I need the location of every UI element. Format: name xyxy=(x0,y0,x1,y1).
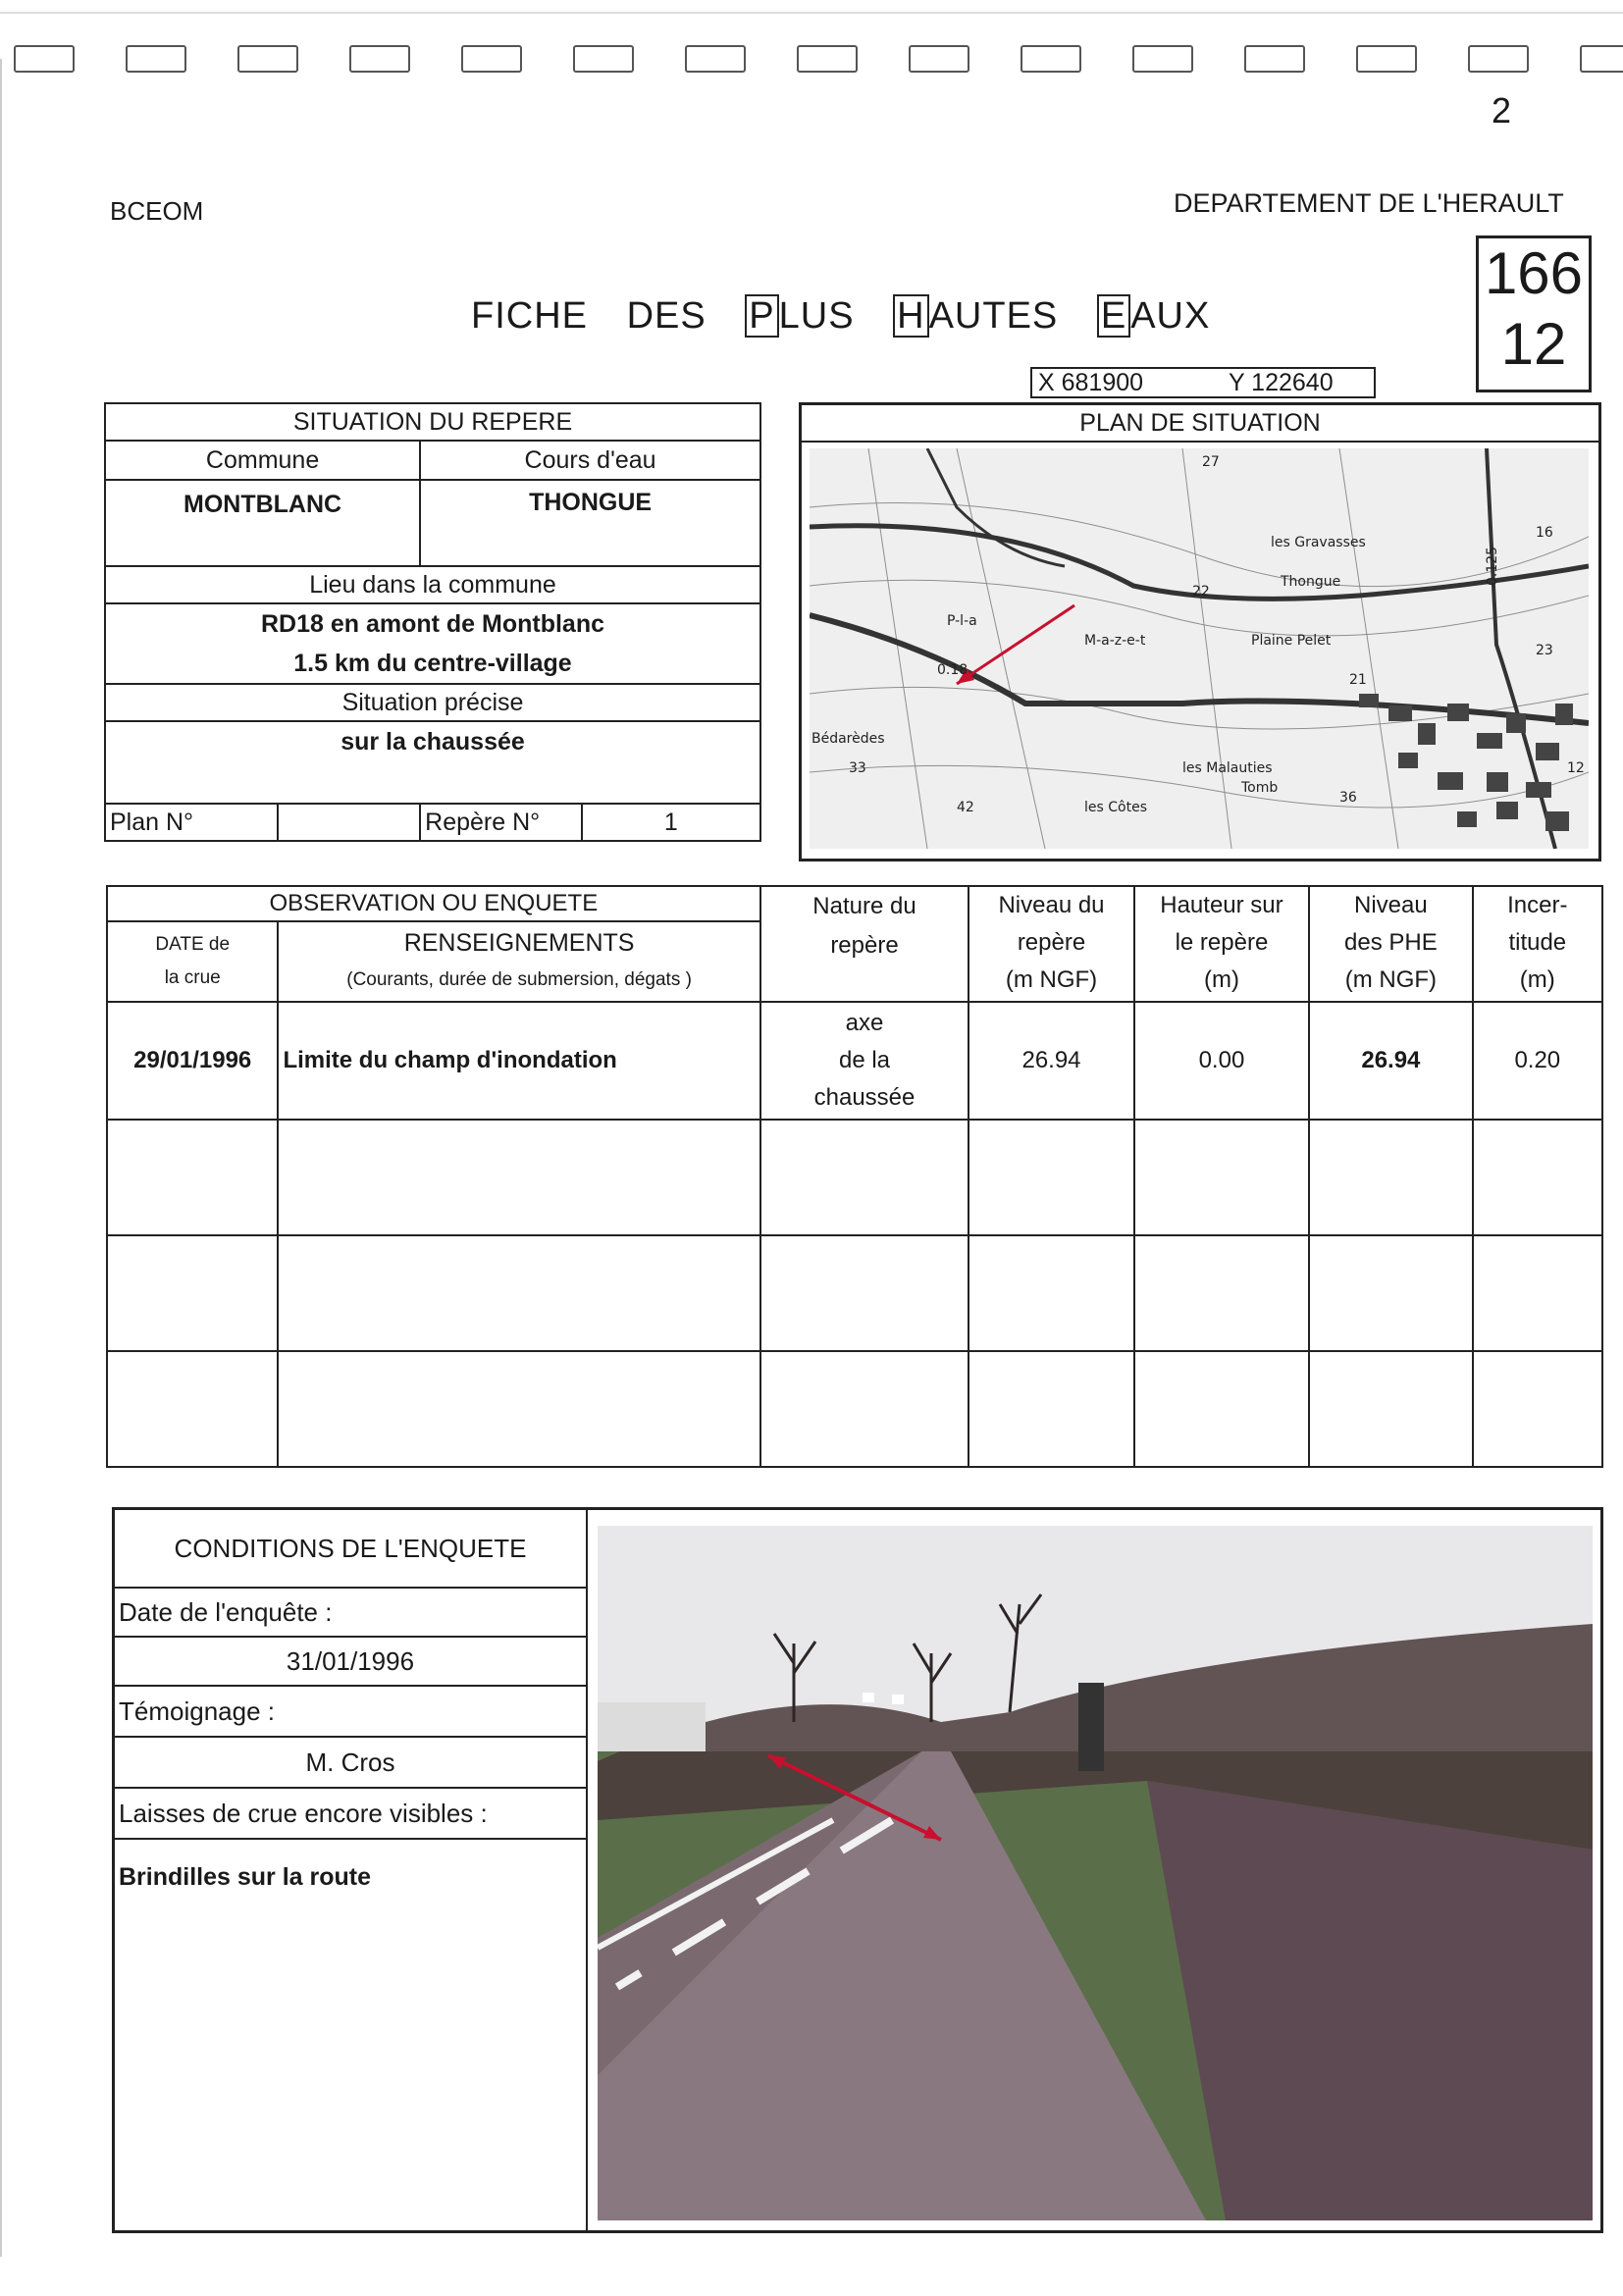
col-date-header xyxy=(107,921,278,1002)
lieu-line: RD18 en amont de Montblanc xyxy=(260,610,605,638)
cell-text: axe xyxy=(845,1010,884,1036)
lieu-label: Lieu dans la commune xyxy=(105,566,760,603)
site-photo xyxy=(598,1526,1593,2220)
repere-number-label: Repère N° xyxy=(420,804,582,841)
map-label: P-l-a xyxy=(947,613,977,629)
map-label: les Côtes xyxy=(1084,800,1147,815)
map-label: Plaine Pelet xyxy=(1251,633,1332,649)
col-hauteur-header xyxy=(1134,886,1309,1002)
conditions-fields xyxy=(115,1510,588,2230)
parked-car xyxy=(598,1702,706,1751)
col-phe-header xyxy=(1309,886,1472,1002)
commune-value: MONTBLANC xyxy=(105,480,420,566)
lieu-value xyxy=(105,603,760,684)
precise-label: Situation précise xyxy=(105,684,760,721)
lieu-line: 1.5 km du centre-village xyxy=(293,650,572,677)
situation-map-heading: PLAN DE SITUATION xyxy=(802,405,1598,443)
map-label: Tomb xyxy=(1241,780,1279,796)
page-edge-left xyxy=(0,59,2,2257)
crue-date: 29/01/1996 xyxy=(107,1002,278,1120)
header-text: repère xyxy=(1017,929,1086,956)
header-text: (m) xyxy=(1203,966,1239,993)
hauteur-value: 0.00 xyxy=(1134,1002,1309,1120)
header-text: des PHE xyxy=(1344,929,1438,956)
laisses-value: Brindilles sur la route xyxy=(119,1863,372,1891)
precise-value: sur la chaussée xyxy=(105,721,760,804)
record-id-number: 166 xyxy=(1484,240,1584,306)
temoignage-label: Témoignage : xyxy=(115,1687,586,1738)
map-label: 27 xyxy=(1202,454,1220,470)
table-row-empty xyxy=(107,1351,1602,1467)
cours-label: Cours d'eau xyxy=(420,441,760,480)
col-renseignements-header xyxy=(278,921,759,1002)
map-label: 12 xyxy=(1567,760,1585,776)
record-id-sub: 12 xyxy=(1500,311,1567,377)
coord-x: X 681900 xyxy=(1038,369,1144,396)
col-niveau-header xyxy=(969,886,1133,1002)
topographic-map xyxy=(810,448,1589,849)
header-text: titude xyxy=(1508,929,1567,956)
map-label: 22 xyxy=(1192,584,1210,600)
header-text: (m NGF) xyxy=(1344,966,1438,993)
map-label: 33 xyxy=(849,760,866,776)
col-incertitude-header xyxy=(1473,886,1602,1002)
header-text: la crue xyxy=(164,967,221,988)
plan-number-label: Plan N° xyxy=(105,804,278,841)
nature-value xyxy=(760,1002,969,1120)
header-text: DATE de xyxy=(155,934,231,955)
niveau-value: 26.94 xyxy=(969,1002,1133,1120)
page-edge xyxy=(0,12,1623,14)
laisses-label: Laisses de crue encore visibles : xyxy=(115,1789,586,1840)
commune-label: Commune xyxy=(105,441,420,480)
page-number: 2 xyxy=(1492,90,1512,130)
header-text: Incer- xyxy=(1507,892,1568,918)
incertitude-value: 0.20 xyxy=(1473,1002,1602,1120)
binding-holes xyxy=(0,45,1623,71)
header-text: (m NGF) xyxy=(1005,966,1098,993)
header-text: (m) xyxy=(1519,966,1555,993)
header-text: Hauteur sur xyxy=(1160,892,1283,918)
map-label: 0.125 xyxy=(1485,546,1500,586)
title-initial-box: H xyxy=(893,294,928,338)
cell-text: de la xyxy=(838,1047,891,1073)
situation-table xyxy=(104,402,761,842)
map-label: 16 xyxy=(1536,525,1553,541)
record-id-box xyxy=(1476,235,1592,392)
header-text: repère xyxy=(830,932,899,959)
map-label: 42 xyxy=(957,800,974,815)
form-title xyxy=(471,294,1210,338)
organization-name: BCEOM xyxy=(110,196,204,226)
map-label: Thongue xyxy=(1281,574,1341,590)
phe-value: 26.94 xyxy=(1309,1002,1472,1120)
situation-heading: SITUATION DU REPERE xyxy=(105,403,760,441)
map-label: M-a-z-e-t xyxy=(1084,633,1146,649)
map-label: Bédarèdes xyxy=(812,731,885,747)
header-text: RENSEIGNEMENTS xyxy=(403,929,635,957)
map-label: les Gravasses xyxy=(1271,535,1366,550)
situation-map-panel xyxy=(799,402,1601,861)
header-text: (Courants, durée de submersion, dégats ) xyxy=(346,969,692,990)
header-text: le repère xyxy=(1175,929,1269,956)
col-nature-header xyxy=(760,886,969,1002)
map-label: 21 xyxy=(1349,672,1367,688)
title-word: FICHE xyxy=(471,295,588,337)
map-label: les Malauties xyxy=(1182,760,1273,776)
title-word: AUX xyxy=(1130,295,1211,337)
observation-heading: OBSERVATION OU ENQUETE xyxy=(107,886,760,921)
map-label: 0.18 xyxy=(937,662,969,678)
header-text: Nature du xyxy=(812,893,916,919)
table-row-empty xyxy=(107,1235,1602,1351)
map-label: 36 xyxy=(1339,790,1357,806)
title-word: LUS xyxy=(778,295,855,337)
conditions-heading: CONDITIONS DE L'ENQUETE xyxy=(115,1510,586,1589)
enquete-date-label: Date de l'enquête : xyxy=(115,1589,586,1638)
table-row xyxy=(107,1002,1602,1120)
title-word: AUTES xyxy=(928,295,1059,337)
coord-y: Y 122640 xyxy=(1229,369,1334,396)
renseignements-value: Limite du champ d'inondation xyxy=(278,1002,759,1120)
header-text: Niveau du xyxy=(998,892,1105,918)
temoignage-value: M. Cros xyxy=(115,1738,586,1789)
conditions-panel xyxy=(112,1507,1603,2233)
title-initial-box: E xyxy=(1097,294,1130,338)
person-figure xyxy=(1078,1683,1104,1771)
plan-number-value xyxy=(278,804,421,841)
title-initial-box: P xyxy=(745,294,778,338)
department-name: DEPARTEMENT DE L'HERAULT xyxy=(1174,188,1564,218)
coordinates-box xyxy=(1030,367,1376,398)
table-row-empty xyxy=(107,1120,1602,1235)
observation-table xyxy=(106,885,1603,1468)
cours-value: THONGUE xyxy=(420,480,760,566)
map-label: 23 xyxy=(1536,643,1553,658)
repere-number-value: 1 xyxy=(582,804,760,841)
header-text: Niveau xyxy=(1354,892,1428,918)
enquete-date-value: 31/01/1996 xyxy=(115,1638,586,1687)
title-word: DES xyxy=(626,295,707,337)
cell-text: chaussée xyxy=(813,1084,916,1111)
